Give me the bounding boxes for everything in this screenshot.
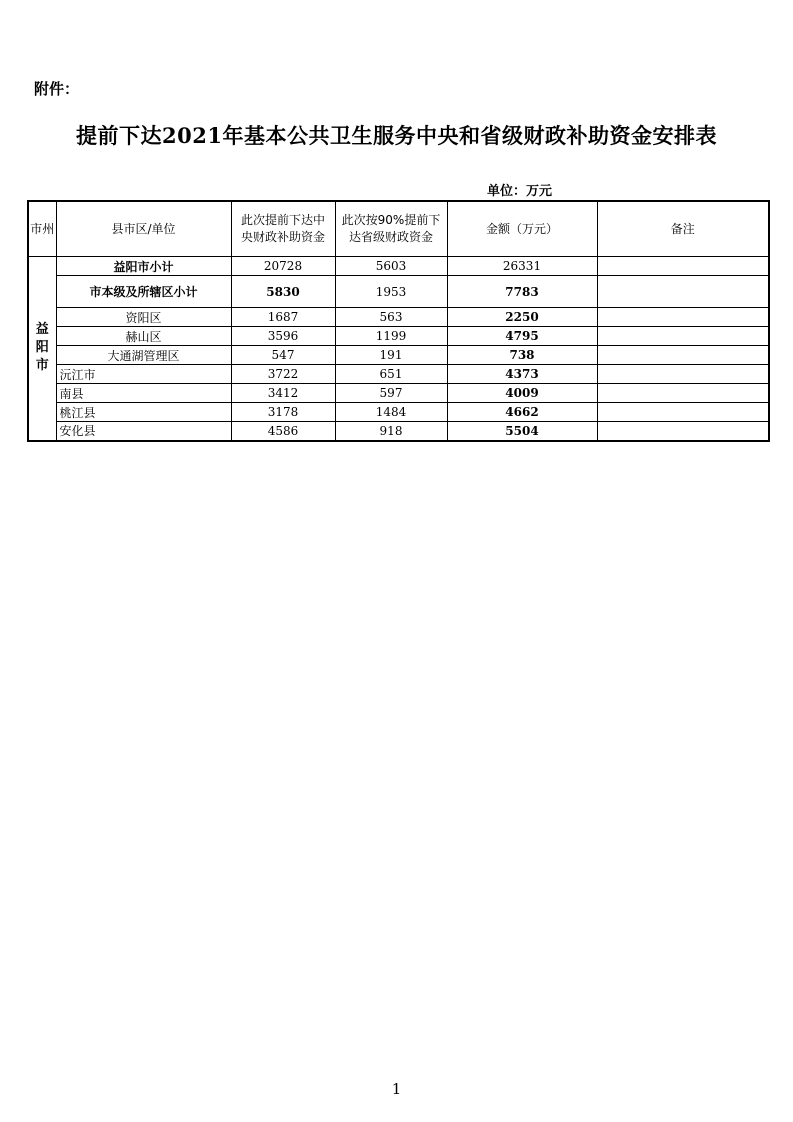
remark-value: [597, 346, 769, 365]
table-row: [28, 327, 769, 346]
table-row: [28, 422, 769, 441]
table-row: [28, 308, 769, 327]
central-value: 3722: [231, 365, 335, 384]
remark-value: [597, 365, 769, 384]
central-value: 3596: [231, 327, 335, 346]
central-value: 3412: [231, 384, 335, 403]
remark-value: [597, 403, 769, 422]
city-cell: 益阳市: [28, 257, 56, 441]
header-provincial-funds: 此次按90%提前下达省级财政资金: [335, 201, 447, 257]
central-value: 4586: [231, 422, 335, 441]
provincial-value: 597: [335, 384, 447, 403]
remark-value: [597, 276, 769, 308]
header-city: 市州: [28, 201, 56, 257]
central-value: 5830: [231, 276, 335, 308]
provincial-value: 1199: [335, 327, 447, 346]
unit-name: 资阳区: [56, 308, 231, 327]
amount-value: 4795: [447, 327, 597, 346]
unit-name: 市本级及所辖区小计: [56, 276, 231, 308]
central-value: 3178: [231, 403, 335, 422]
header-remark: 备注: [597, 201, 769, 257]
provincial-value: 5603: [335, 257, 447, 276]
unit-name: 益阳市小计: [56, 257, 231, 276]
amount-value: 2250: [447, 308, 597, 327]
header-amount: 金额（万元）: [447, 201, 597, 257]
provincial-value: 1484: [335, 403, 447, 422]
central-value: 1687: [231, 308, 335, 327]
table-row: [28, 346, 769, 365]
unit-name: 沅江市: [56, 365, 231, 384]
amount-value: 4662: [447, 403, 597, 422]
amount-value: 4009: [447, 384, 597, 403]
table-row: [28, 257, 769, 276]
page-number: 1: [391, 1080, 402, 1098]
table-row: [28, 276, 769, 308]
amount-value: 7783: [447, 276, 597, 308]
unit-name: 桃江县: [56, 403, 231, 422]
provincial-value: 563: [335, 308, 447, 327]
table-header-row: [28, 201, 769, 257]
provincial-value: 191: [335, 346, 447, 365]
amount-value: 4373: [447, 365, 597, 384]
allocation-table: [27, 200, 770, 442]
unit-name: 大通湖管理区: [56, 346, 231, 365]
amount-value: 738: [447, 346, 597, 365]
central-value: 547: [231, 346, 335, 365]
remark-value: [597, 384, 769, 403]
table-row: [28, 384, 769, 403]
unit-label: 单位：万元: [487, 184, 553, 199]
unit-name: 南县: [56, 384, 231, 403]
document-title: 提前下达2021年基本公共卫生服务中央和省级财政补助资金安排表: [76, 123, 717, 148]
remark-value: [597, 327, 769, 346]
unit-name: 安化县: [56, 422, 231, 441]
attachment-label: 附件：: [34, 80, 80, 98]
table-row: [28, 365, 769, 384]
provincial-value: 918: [335, 422, 447, 441]
central-value: 20728: [231, 257, 335, 276]
amount-value: 5504: [447, 422, 597, 441]
amount-value: 26331: [447, 257, 597, 276]
provincial-value: 651: [335, 365, 447, 384]
unit-name: 赫山区: [56, 327, 231, 346]
header-central-funds: 此次提前下达中央财政补助资金: [231, 201, 335, 257]
header-unit: 县市区/单位: [56, 201, 231, 257]
remark-value: [597, 422, 769, 441]
remark-value: [597, 257, 769, 276]
table-row: [28, 403, 769, 422]
remark-value: [597, 308, 769, 327]
provincial-value: 1953: [335, 276, 447, 308]
